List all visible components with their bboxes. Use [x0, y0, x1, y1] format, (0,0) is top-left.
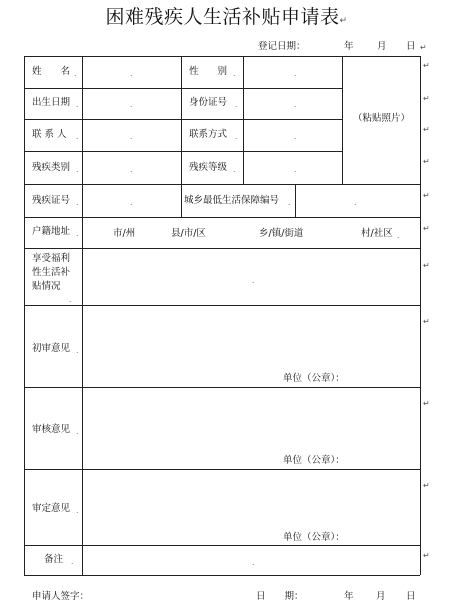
paragraph-mark-icon: ↵: [423, 224, 430, 233]
label-audit-review: 审核意见: [32, 424, 71, 435]
paragraph-mark-icon: .: [76, 132, 79, 141]
gender-input[interactable]: [244, 57, 341, 87]
paragraph-mark-icon: .: [294, 165, 297, 174]
paragraph-mark-icon: .: [76, 427, 79, 436]
remarks-input[interactable]: [83, 546, 419, 574]
initial-review-input[interactable]: [83, 306, 419, 386]
paragraph-mark-icon: ↵: [423, 191, 430, 200]
label-household-address: 户籍地址: [32, 226, 71, 237]
label-disability-level: 残疾等级: [189, 162, 228, 173]
final-review-input[interactable]: [83, 470, 419, 544]
footer-month: 月: [376, 591, 386, 602]
applicant-signature-label: 申请人签字：: [32, 591, 90, 602]
paragraph-mark-icon: .: [294, 132, 297, 141]
paragraph-mark-icon: .: [130, 132, 133, 141]
audit-review-unit-seal: 单位（公章）：: [283, 455, 345, 466]
paragraph-mark-icon: ↵: [423, 125, 430, 134]
label-disability-type: 残疾类别: [32, 162, 71, 173]
min-living-no-input[interactable]: [296, 185, 419, 216]
paragraph-mark-icon: .: [76, 346, 79, 355]
paragraph-mark-icon: .: [130, 165, 133, 174]
label-final-review: 审定意见: [32, 503, 71, 514]
label-min-living-no: 城乡最低生活保障编号: [184, 195, 280, 206]
label-disability-cert: 残疾证号: [32, 195, 71, 206]
address-county: 县/市/区: [171, 228, 206, 239]
label-welfare-line1: 享受福利: [32, 253, 71, 264]
address-village: 村/社区: [361, 228, 393, 239]
label-welfare-line2: 性生活补: [32, 267, 71, 278]
paragraph-mark-icon: ↵: [423, 61, 430, 70]
paragraph-mark-icon: .: [71, 557, 74, 566]
disability-level-input[interactable]: [244, 152, 341, 183]
paragraph-mark-icon: .: [76, 100, 79, 109]
paragraph-mark-icon: .: [252, 558, 255, 567]
label-contact-method: 联系方式: [189, 129, 228, 140]
paragraph-mark-icon: .: [354, 198, 357, 207]
paragraph-mark-icon: .: [130, 69, 133, 78]
paragraph-mark-icon: .: [76, 229, 79, 238]
initial-review-unit-seal: 单位（公章）：: [283, 373, 345, 384]
label-id-number: 身份证号: [189, 97, 228, 108]
contact-method-input[interactable]: [244, 120, 341, 150]
paragraph-mark-icon: .: [288, 198, 291, 207]
paragraph-mark-icon: .: [76, 506, 79, 515]
paragraph-mark-icon: ↵: [423, 261, 430, 270]
register-year: 年: [344, 41, 354, 52]
table-border-right: [420, 56, 421, 575]
table-border-bottom: [24, 575, 420, 576]
paragraph-mark-icon: .: [235, 132, 238, 141]
label-remarks: 备注: [44, 554, 64, 565]
label-birth-date: 出生日期: [32, 97, 71, 108]
form-title-text: 困难残疾人生活补贴申请表: [105, 6, 340, 28]
label-welfare: [32, 252, 80, 294]
photo-label: （粘贴照片）: [353, 113, 411, 124]
paragraph-mark-icon: .: [397, 231, 400, 240]
paragraph-mark-icon: ↵: [423, 94, 430, 103]
paragraph-mark-icon: .: [294, 69, 297, 78]
paragraph-mark-icon: .: [130, 198, 133, 207]
table-border-left: [24, 56, 25, 575]
address-town: 乡/镇/街道: [259, 228, 304, 239]
table-col-line: [181, 56, 182, 217]
final-review-unit-seal: 单位（公章）：: [283, 532, 345, 543]
paragraph-mark-icon: ↵: [339, 16, 348, 26]
paragraph-mark-icon: ↵: [423, 317, 430, 326]
paragraph-mark-icon: ↵: [423, 399, 430, 408]
paragraph-mark-icon: .: [130, 100, 133, 109]
paragraph-mark-icon: ↵: [423, 157, 430, 166]
paragraph-mark-icon: .: [76, 165, 79, 174]
paragraph-mark-icon: ↵: [420, 43, 427, 52]
paragraph-mark-icon: .: [233, 165, 236, 174]
address-city: 市/州: [113, 228, 136, 239]
label-name: 姓 名: [32, 66, 71, 77]
footer-date-label: 日 期：: [256, 591, 304, 602]
register-month: 月: [377, 41, 387, 52]
label-contact-person: 联 系 人: [32, 129, 67, 140]
paragraph-mark-icon: .: [235, 100, 238, 109]
register-date-label: 登记日期：: [258, 41, 306, 52]
audit-review-input[interactable]: [83, 388, 419, 468]
paragraph-mark-icon: .: [294, 100, 297, 109]
label-welfare-line3: 贴情况: [32, 281, 61, 292]
paragraph-mark-icon: .: [74, 69, 77, 78]
paragraph-mark-icon: .: [69, 295, 72, 304]
label-initial-review: 初审意见: [32, 343, 71, 354]
footer-day: 日: [406, 591, 416, 602]
paragraph-mark-icon: ↵: [423, 481, 430, 490]
form-title: [0, 4, 453, 34]
welfare-input[interactable]: [83, 249, 419, 304]
paragraph-mark-icon: .: [252, 276, 255, 285]
paragraph-mark-icon: .: [76, 198, 79, 207]
id-number-input[interactable]: [244, 89, 341, 118]
footer-year: 年: [344, 591, 354, 602]
paragraph-mark-icon: .: [233, 69, 236, 78]
register-day: 日: [406, 41, 416, 52]
paragraph-mark-icon: ↵: [423, 551, 430, 560]
label-gender: 性 别: [189, 66, 228, 77]
